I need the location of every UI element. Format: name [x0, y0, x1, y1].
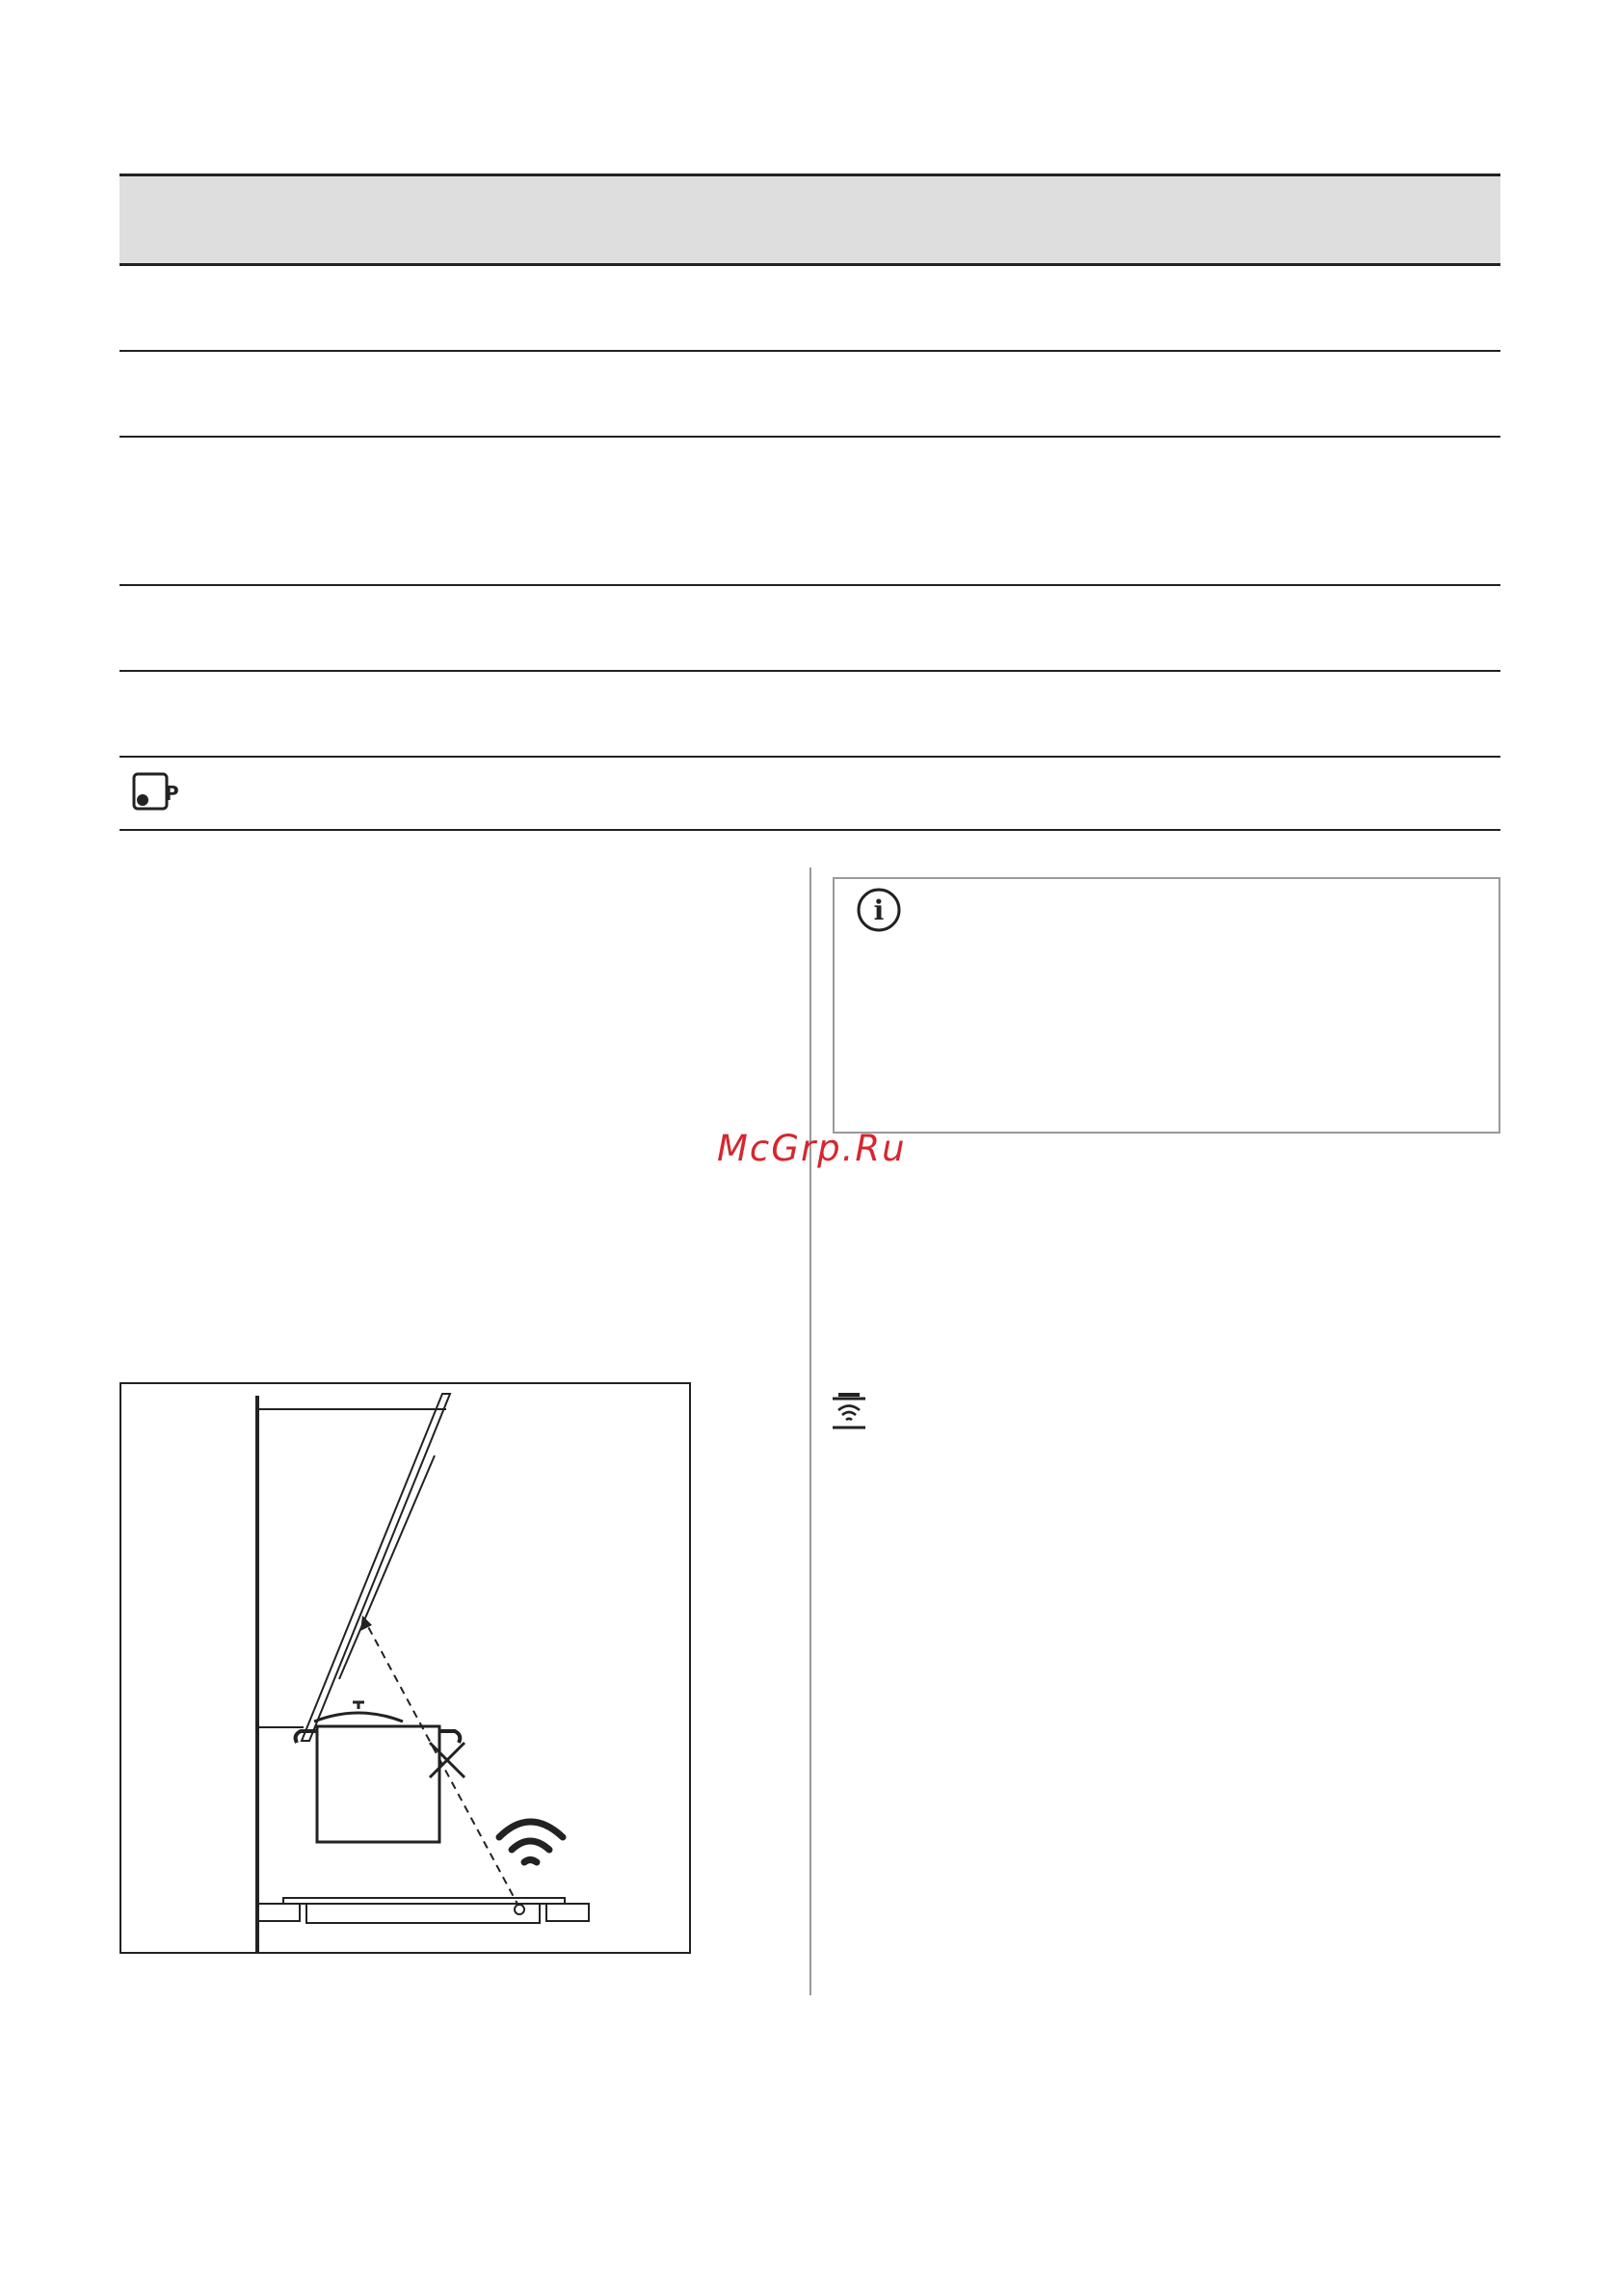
cooker-hood — [302, 1394, 450, 1741]
hob-hood-connectivity-icon — [831, 1391, 867, 1431]
program-p-icon — [131, 771, 177, 814]
table-row — [119, 672, 1500, 758]
table-row-program — [119, 758, 1500, 831]
table-row — [119, 352, 1500, 438]
table-row — [119, 586, 1500, 672]
hob-hood-diagram — [119, 1382, 691, 1954]
info-icon — [856, 887, 902, 933]
column-divider — [809, 868, 811, 1995]
hob-body — [306, 1904, 540, 1923]
worktop-left — [257, 1904, 300, 1921]
table-row — [119, 438, 1500, 586]
settings-table — [119, 174, 1500, 831]
hood-inner-line — [339, 1455, 435, 1679]
watermark: McGrp.Ru — [717, 1128, 907, 1169]
wireless-signal-icon — [499, 1822, 563, 1862]
svg-text:P: P — [165, 782, 179, 805]
info-note-box — [833, 877, 1500, 1134]
table-row — [119, 266, 1500, 352]
worktop-right — [546, 1904, 589, 1921]
hob-sensor — [515, 1905, 524, 1914]
table-header-row — [119, 174, 1500, 266]
svg-text:i: i — [873, 894, 885, 926]
